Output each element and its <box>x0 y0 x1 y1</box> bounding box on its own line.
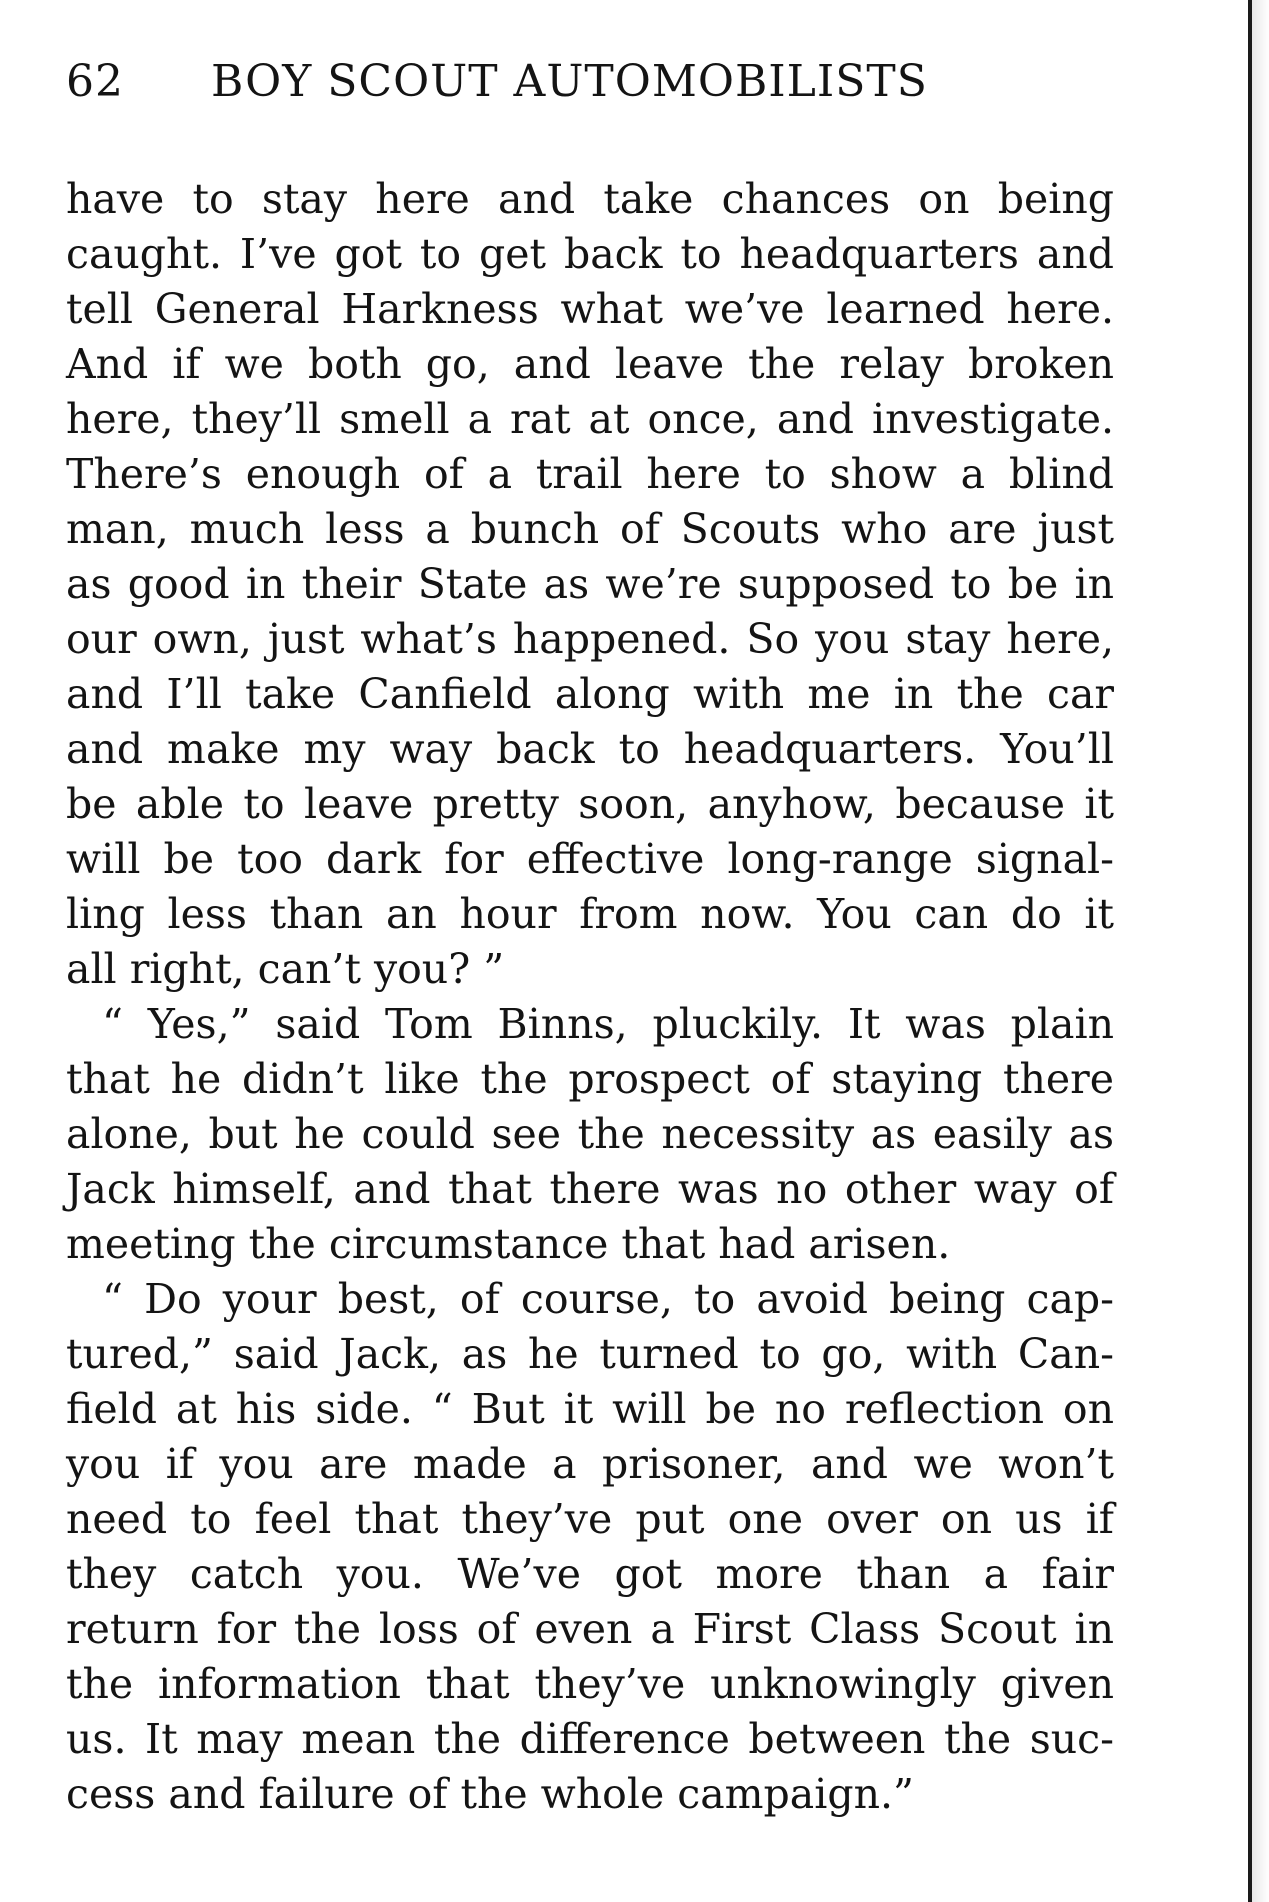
text-line: us. It may mean the difference between the suc- <box>66 1715 1114 1763</box>
text-line: have to stay here and take chances on being <box>66 175 1114 223</box>
page-number: 62 <box>66 56 124 107</box>
text-line: tell General Harkness what we’ve learned here. <box>66 285 1114 333</box>
text-line: the information that they’ve unknowingly given <box>66 1660 1114 1708</box>
text-line: tured,” said Jack, as he turned to go, with Can- <box>66 1330 1114 1378</box>
text-line: all right, can’t you? ” <box>66 945 505 993</box>
text-line: return for the loss of even a First Class Scout in <box>66 1605 1114 1653</box>
text-line: you if you are made a prisoner, and we won’t <box>66 1440 1114 1488</box>
body-text <box>66 172 1114 1822</box>
text-line: as good in their State as we’re supposed to be in <box>66 560 1114 608</box>
text-line: be able to leave pretty soon, anyhow, because it <box>66 780 1114 828</box>
running-title: BOY SCOUT AUTOMOBILISTS <box>211 56 928 107</box>
text-line: ling less than an hour from now. You can do it <box>66 890 1114 938</box>
text-line: they catch you. We’ve got more than a fair <box>66 1550 1114 1598</box>
page-binding-shadow <box>1252 0 1269 1902</box>
text-line: our own, just what’s happened. So you stay here, <box>66 615 1114 663</box>
text-line: man, much less a bunch of Scouts who are just <box>66 505 1114 553</box>
text-line: field at his side. “ But it will be no reflection on <box>66 1385 1114 1433</box>
page-header <box>66 56 1116 116</box>
text-line: “ Do your best, of course, to avoid being cap- <box>102 1275 1114 1323</box>
text-line: and I’ll take Canfield along with me in the car <box>66 670 1114 718</box>
text-line: need to feel that they’ve put one over on us if <box>66 1495 1114 1543</box>
text-line: meeting the circumstance that had arisen. <box>66 1220 951 1268</box>
text-line: here, they’ll smell a rat at once, and investigate. <box>66 395 1114 443</box>
text-line: “ Yes,” said Tom Binns, pluckily. It was plain <box>102 1000 1114 1048</box>
text-line: alone, but he could see the necessity as easily as <box>66 1110 1114 1158</box>
text-line: that he didn’t like the prospect of staying there <box>66 1055 1114 1103</box>
text-line: And if we both go, and leave the relay broken <box>66 340 1114 388</box>
text-line: will be too dark for effective long-range signal- <box>66 835 1114 883</box>
text-line: and make my way back to headquarters. You’ll <box>66 725 1114 773</box>
text-line: There’s enough of a trail here to show a blind <box>66 450 1114 498</box>
text-line: cess and failure of the whole campaign.” <box>66 1770 915 1818</box>
text-line: caught. I’ve got to get back to headquarters and <box>66 230 1114 278</box>
text-line: Jack himself, and that there was no other way of <box>66 1165 1114 1213</box>
